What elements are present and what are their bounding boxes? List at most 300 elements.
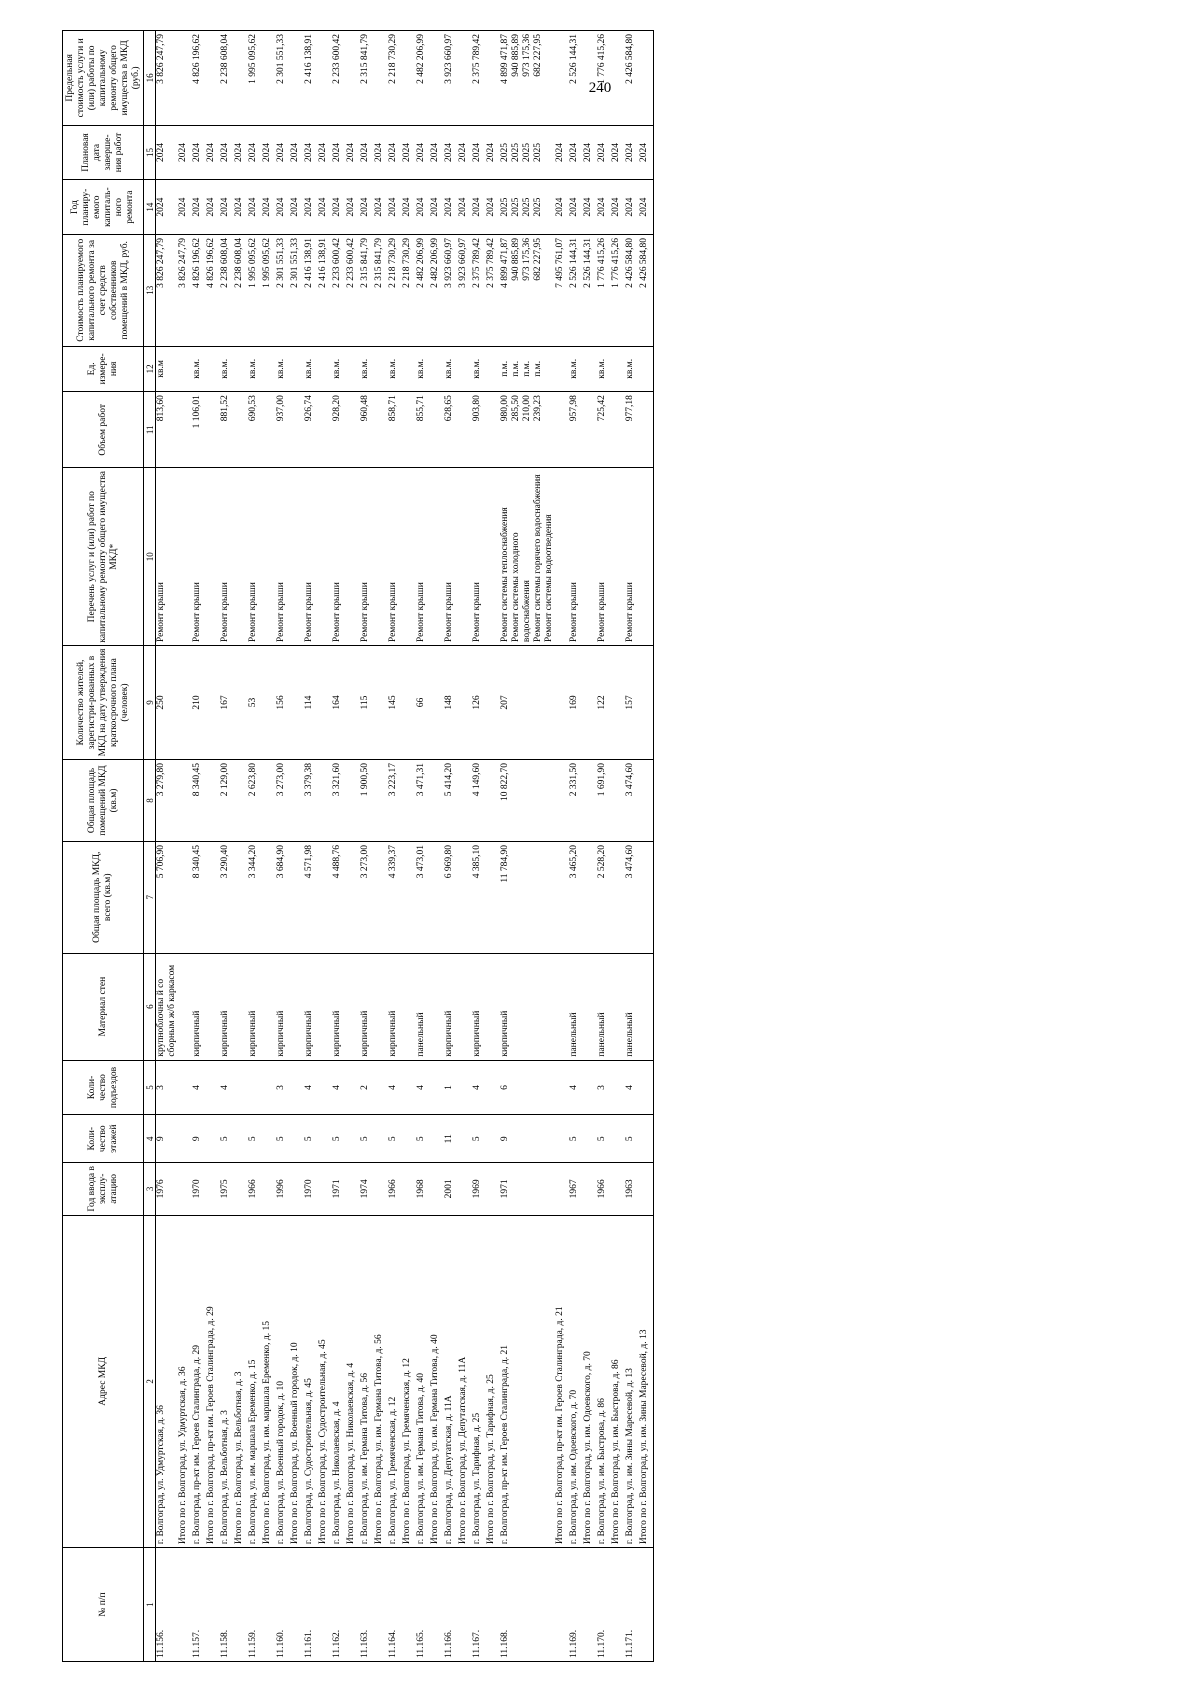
table-cell: 3 379,38 [304,759,318,841]
subtotal-row [458,31,472,1662]
table-cell: 207 [500,646,555,760]
table-row [597,31,611,1662]
subtotal-row [583,31,597,1662]
table-cell: 5 [597,1115,611,1163]
table-cell: 126 [472,646,486,760]
subtotal-row [178,31,192,1662]
table-cell [555,953,569,1060]
table-cell: г. Волгоград, ул. им. маршала Еременко, д. 15 [248,1215,262,1548]
table-cell: 11.159. [248,1548,262,1662]
table-cell [234,1548,248,1662]
table-cell: 3 273,00 [360,841,374,953]
table-cell: 5 [360,1115,374,1163]
table-cell [639,953,654,1060]
table-cell [402,1548,416,1662]
table-cell [611,1060,625,1115]
table-cell [318,1548,332,1662]
table-cell: Ремонт крыши [597,468,611,646]
column-header: Материал стен [63,953,144,1060]
table-row [625,31,639,1662]
table-cell [639,759,654,841]
table-cell [206,346,220,392]
table-cell: 148 [444,646,458,760]
table-cell: 8 340,45 [192,841,206,953]
table-cell: 11.156. [156,1548,178,1662]
table-cell [178,346,192,392]
table-cell: 5 414,20 [444,759,458,841]
subtotal-row [555,31,569,1662]
table-cell: панельный [416,953,430,1060]
table-cell: кирпичный [472,953,486,1060]
table-cell: 2024 [625,125,639,180]
table-cell: 5 [304,1115,318,1163]
table-cell [178,759,192,841]
table-cell: 11.167. [472,1548,486,1662]
table-cell: Ремонт крыши [156,468,178,646]
table-cell: 2025 2025 2025 2025 [500,125,555,180]
table-cell: 2024 [262,125,276,180]
table-cell: 3 684,90 [276,841,290,953]
table-cell: 1 106,01 [192,392,206,468]
table-cell [583,646,597,760]
table-cell [234,31,248,126]
table-cell [402,346,416,392]
table-cell: 937,00 [276,392,290,468]
table-cell: 156 [276,646,290,760]
column-header: № п/п [63,1548,144,1662]
table-cell: 2 129,00 [220,759,234,841]
page-number: 240 [588,80,612,96]
table-cell: 2024 [444,180,458,235]
table-cell [262,841,276,953]
table-cell: 11 [444,1115,458,1163]
table-cell: 6 969,80 [444,841,458,953]
table-cell [318,759,332,841]
table-cell: кирпичный [304,953,318,1060]
table-cell: Ремонт крыши [192,468,206,646]
table-cell: крупноблочны й со сборным ж/б каркасом [156,953,178,1060]
table-cell [206,392,220,468]
table-row [569,31,583,1662]
table-cell: 2 528,20 [597,841,611,953]
table-cell [611,953,625,1060]
table-cell: г. Волгоград, ул. Удмуртская, д. 36 [156,1215,178,1548]
table-cell: 977,18 [625,392,639,468]
table-cell: 960,48 [360,392,374,468]
table-cell: Ремонт крыши [444,468,458,646]
table-cell [178,841,192,953]
table-cell: 2024 [178,125,192,180]
table-cell: 2024 [360,180,374,235]
table-cell: Итого по г. Волгоград, ул. им. маршала Еременко, д. 15 [262,1215,276,1548]
table-cell [555,1163,569,1215]
table-cell: 2024 [430,180,444,235]
table-cell: 3 474,60 [625,841,639,953]
table-cell: 2024 [206,125,220,180]
table-cell: 4 [332,1060,346,1115]
subtotal-row [374,31,388,1662]
table-cell: 2024 [569,125,583,180]
table-cell: 725,42 [597,392,611,468]
table-cell: 11.157. [192,1548,206,1662]
table-cell [374,392,388,468]
table-cell: кв.м. [192,346,206,392]
table-cell: Итого по г. Волгоград, ул. Удмуртская, д. 36 [178,1215,192,1548]
table-cell: 2024 [444,125,458,180]
table-cell [178,1115,192,1163]
table-cell: Ремонт крыши [220,468,234,646]
table-cell: 2024 [290,125,304,180]
table-cell: 2 526 144,31 [569,234,583,346]
table-cell [402,392,416,468]
table-cell [555,841,569,953]
table-cell: Ремонт крыши [332,468,346,646]
table-cell [248,1060,262,1115]
table-cell: 3 279,80 [156,759,178,841]
table-cell: Итого по г. Волгоград, ул. Военный городок, д. 10 [290,1215,304,1548]
table-cell [318,841,332,953]
table-cell [430,841,444,953]
table-cell [583,1115,597,1163]
table-cell: кв.м. [569,346,583,392]
table-cell: 2 526 144,31 [583,234,597,346]
table-cell: 11.165. [416,1548,430,1662]
table-cell: 2024 [458,125,472,180]
table-cell [486,841,500,953]
table-cell: 2 416 138,91 [304,31,318,126]
table-cell [290,646,304,760]
table-row [472,31,486,1662]
table-cell: 4 [304,1060,318,1115]
table-cell: кв.м. [597,346,611,392]
table-cell [430,1163,444,1215]
table-cell: 11.164. [388,1548,402,1662]
table-cell [178,646,192,760]
table-cell [206,1115,220,1163]
table-cell: 2024 [346,180,360,235]
table-cell: 1968 [416,1163,430,1215]
table-cell [178,1060,192,1115]
table-row [248,31,262,1662]
table-cell [290,31,304,126]
table-row [304,31,318,1662]
table-cell: 2 426 584,80 [625,234,639,346]
capital-repair-table [62,30,654,1662]
table-cell [402,1163,416,1215]
table-cell [611,392,625,468]
table-cell [206,841,220,953]
table-cell [206,953,220,1060]
table-row [444,31,458,1662]
table-cell [430,1548,444,1662]
table-cell: 2 238 608,04 [220,31,234,126]
table-cell: 3 [156,1060,178,1115]
table-cell: 2024 [156,125,178,180]
table-cell [458,759,472,841]
table-cell: 2 526 144,31 [569,31,583,126]
table-cell [318,31,332,126]
table-cell [402,953,416,1060]
table-cell: 3 [276,1060,290,1115]
table-cell [234,953,248,1060]
table-cell: 4 826 196,62 [192,31,206,126]
table-cell [262,1548,276,1662]
table-cell: 2 233 600,42 [332,31,346,126]
table-cell [206,1060,220,1115]
table-cell [555,646,569,760]
table-cell: кирпичный [220,953,234,1060]
table-cell [458,1060,472,1115]
table-cell [555,31,569,126]
table-cell: 11.162. [332,1548,346,1662]
table-cell: 164 [332,646,346,760]
table-cell: 2 375 789,42 [486,234,500,346]
table-cell: 2 375 789,42 [472,31,486,126]
table-cell: 2024 [402,180,416,235]
table-cell: 7 495 761,07 [555,234,569,346]
table-cell [346,646,360,760]
table-cell: 4 899 471,87 940 885,89 973 175,36 682 227,95 [500,31,555,126]
table-cell: 813,60 [156,392,178,468]
table-cell [458,346,472,392]
table-cell: кирпичный [500,953,555,1060]
table-cell: 2 [360,1060,374,1115]
table-cell [555,759,569,841]
table-cell: Ремонт крыши [276,468,290,646]
table-cell [234,646,248,760]
table-cell: г. Волгоград, ул. Судостроительная, д. 45 [304,1215,318,1548]
table-cell [374,1115,388,1163]
column-header: Ед. измере-ния [63,346,144,392]
table-cell: г. Волгоград, ул. им. Быстрова, д. 86 [597,1215,611,1548]
table-cell [206,1163,220,1215]
table-cell: Итого по г. Волгоград, ул. Вельботная, д. 3 [234,1215,248,1548]
table-cell: 10 822,70 [500,759,555,841]
table-cell: г. Волгоград, ул. Тарифная, д. 25 [472,1215,486,1548]
column-number: 11 [144,392,156,468]
table-cell: 855,71 [416,392,430,468]
table-cell [583,1163,597,1215]
table-cell: 2024 [430,125,444,180]
table-cell: 1971 [500,1163,555,1215]
table-cell [178,392,192,468]
table-cell: 2024 [192,125,206,180]
table-cell: 2 482 206,99 [416,234,430,346]
table-cell [374,646,388,760]
table-cell: 2 482 206,99 [416,31,430,126]
table-cell: 4 [472,1060,486,1115]
table-cell: г. Волгоград, пр-кт им. Героев Сталинграда, д. 21 [500,1215,555,1548]
table-cell: Ремонт системы теплоснабжения Ремонт системы холодного водоснабжения Ремонт системы горячего водоснабжения Ремонт системы водоотведения [500,468,555,646]
table-cell [262,1115,276,1163]
table-cell [611,841,625,953]
table-cell: 881,52 [220,392,234,468]
table-row [500,31,555,1662]
table-cell [290,346,304,392]
table-cell: 4 385,10 [472,841,486,953]
table-cell [402,468,416,646]
table-cell [234,841,248,953]
table-cell: 1969 [472,1163,486,1215]
table-cell: 5 [388,1115,402,1163]
table-cell: 2024 [318,125,332,180]
table-cell [206,1548,220,1662]
table-cell: Ремонт крыши [304,468,318,646]
table-cell: кирпичный [276,953,290,1060]
table-cell: 928,20 [332,392,346,468]
table-cell [486,646,500,760]
table-cell: кв.м. [472,346,486,392]
table-cell: г. Волгоград, ул. Гремяченская, д. 12 [388,1215,402,1548]
table-cell [583,346,597,392]
table-cell [430,1115,444,1163]
table-cell: кв.м. [220,346,234,392]
table-cell [639,392,654,468]
table-cell: 957,98 [569,392,583,468]
table-cell: 2 301 551,33 [276,234,290,346]
table-cell: 4 826 196,62 [206,234,220,346]
table-cell [374,953,388,1060]
table-cell: 2024 [290,180,304,235]
table-cell: 2024 [583,125,597,180]
table-cell: кв.м. [444,346,458,392]
table-cell: кирпичный [388,953,402,1060]
table-cell: 5 706,90 [156,841,178,953]
table-cell [402,31,416,126]
table-cell: 9 [156,1115,178,1163]
table-cell: кв.м. [276,346,290,392]
column-number: 12 [144,346,156,392]
table-cell: г. Волгоград, ул. Николаевская, д. 4 [332,1215,346,1548]
table-cell: Итого по г. Волгоград, пр-кт им. Героев Сталинграда, д. 29 [206,1215,220,1548]
subtotal-row [402,31,416,1662]
table-cell: 2024 [332,180,346,235]
table-cell: Итого по г. Волгоград, ул. Тарифная, д. 25 [486,1215,500,1548]
table-cell: 2024 [276,180,290,235]
table-cell [611,468,625,646]
column-header: Стоимость планируемого капитального ремонта за счет средств собственников помещений в МКД, руб. [63,234,144,346]
table-cell [206,468,220,646]
table-cell [318,953,332,1060]
table-cell [555,346,569,392]
table-cell [290,759,304,841]
table-cell: 9 [500,1115,555,1163]
table-cell: г. Волгоград, пр-кт им. Героев Сталинграда, д. 29 [192,1215,206,1548]
column-header: Перечень услуг и (или) работ по капитальному ремонту общего имущества МКД* [63,468,144,646]
table-cell: 145 [388,646,402,760]
table-cell: 3 273,00 [276,759,290,841]
table-cell: кв.м [156,346,178,392]
table-cell: 2 426 584,80 [625,31,639,126]
table-cell [290,1548,304,1662]
table-cell: 2 375 789,42 [472,234,486,346]
table-cell: 5 [625,1115,639,1163]
table-cell [583,468,597,646]
table-cell: 1 995 095,62 [262,234,276,346]
column-number: 3 [144,1163,156,1215]
table-cell [346,841,360,953]
table-cell [458,953,472,1060]
table-cell [458,646,472,760]
table-cell [402,841,416,953]
table-cell: 2024 [388,125,402,180]
header-row [63,31,144,1662]
table-cell: 1996 [276,1163,290,1215]
table-cell [318,1163,332,1215]
table-cell: 157 [625,646,639,760]
table-cell: 2 301 551,33 [290,234,304,346]
table-cell [639,1163,654,1215]
table-cell: 1967 [569,1163,583,1215]
column-number: 5 [144,1060,156,1115]
table-cell: 2024 [156,180,178,235]
table-cell [430,392,444,468]
table-cell: 2024 [192,180,206,235]
table-cell: 5 [276,1115,290,1163]
table-cell: 11.169. [569,1548,583,1662]
table-cell [262,759,276,841]
table-cell [639,468,654,646]
table-cell [374,1163,388,1215]
table-cell [430,953,444,1060]
column-header: Плановая дата заверше-ния работ [63,125,144,180]
table-body [156,31,653,1662]
table-cell: 2024 [346,125,360,180]
table-cell: 2 331,50 [569,759,583,841]
column-number: 2 [144,1215,156,1548]
table-cell [611,1548,625,1662]
table-cell: 1963 [625,1163,639,1215]
table-cell [346,1115,360,1163]
table-cell [234,1060,248,1115]
table-cell: 1970 [192,1163,206,1215]
table-cell: 1 900,50 [360,759,374,841]
table-cell: 1 995 095,62 [248,31,262,126]
table-cell [430,646,444,760]
table-cell [318,1115,332,1163]
table-cell [639,841,654,953]
column-header: Предельная стоимость услуги и (или) работы по капитальному ремонту общего имущества в МКД (руб.) [63,31,144,126]
table-cell: г. Волгоград, ул. им. Зины Маресевой, д. 13 [625,1215,639,1548]
table-cell: 628,65 [444,392,458,468]
table-cell [290,468,304,646]
table-cell [430,1060,444,1115]
table-row [276,31,290,1662]
table-cell: Итого по г. Волгоград, пр-кт им. Героев Сталинграда, д. 21 [555,1215,569,1548]
table-cell [262,1163,276,1215]
table-cell [374,346,388,392]
table-cell: 169 [569,646,583,760]
table-cell: г. Волгоград, ул. Военный городок, д. 10 [276,1215,290,1548]
table-cell: 2 426 584,80 [639,234,654,346]
table-cell [290,1060,304,1115]
table-cell [318,468,332,646]
table-cell: 3 344,20 [248,841,262,953]
table-cell [611,1163,625,1215]
table-cell [486,1548,500,1662]
rotated-table-area [62,30,1135,1662]
table-cell: г. Волгоград, ул. Вельботная, д. 3 [220,1215,234,1548]
table-cell: 4 149,60 [472,759,486,841]
table-cell [178,468,192,646]
table-cell [318,346,332,392]
column-header: Общая площадь МКД, всего (кв.м) [63,841,144,953]
table-cell: 1 776 415,26 [597,31,611,126]
table-cell: Итого по г. Волгоград, ул. им. Зины Маресевой, д. 13 [639,1215,654,1548]
column-header: Количество жителей, зарегистри-рованных в МКД на дату утверждения краткосрочного плана (человек) [63,646,144,760]
table-cell: 2024 [234,125,248,180]
table-cell [458,31,472,126]
